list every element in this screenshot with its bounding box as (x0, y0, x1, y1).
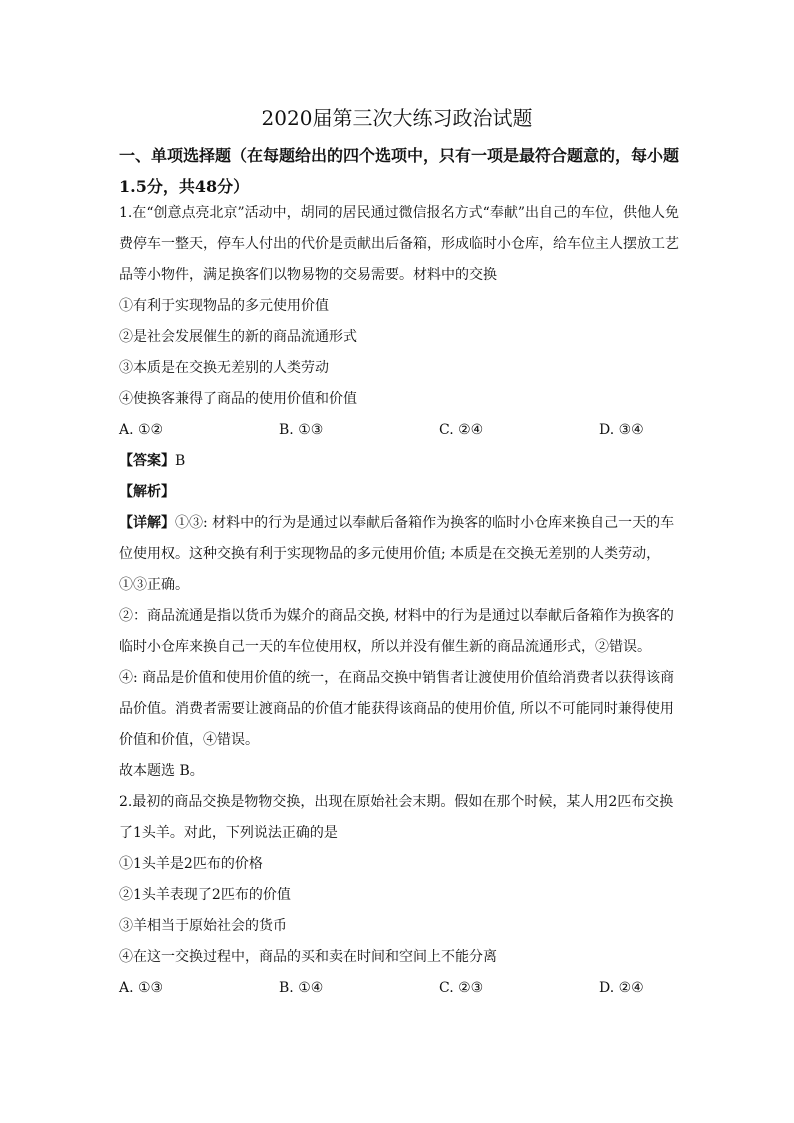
section-heading: 一、单项选择题（在每题给出的四个选项中，只有一项是最符合题意的，每小题1.5分，共48分） (119, 146, 680, 196)
q2-item-4: ④在这一交换过程中，商品的买和卖在时间和空间上不能分离 (119, 949, 497, 965)
q1-item-1: ①有利于实现物品的多元使用价值 (119, 298, 329, 314)
q1-detail (119, 508, 679, 601)
q2-item-3: ③羊相当于原始社会的货币 (119, 918, 287, 934)
page-title: 2020届第三次大练习政治试题 (261, 106, 533, 130)
q2-item-1: ①1头羊是2匹布的价格 (119, 856, 263, 872)
q1-conclusion: 故本题选 B。 (119, 763, 204, 779)
q1-analysis-label: 【解析】 (119, 484, 175, 500)
q1-option-c: C. ②④ (439, 422, 484, 438)
q1-option-a: A. ①② (119, 422, 164, 438)
q2-option-a: A. ①③ (119, 980, 164, 996)
q1-option-d: D. ③④ (599, 422, 644, 438)
q1-stem: 1.在“创意点亮北京”活动中，胡同的居民通过微信报名方式“奉献”出自己的车位，供他人免费停车一整天，停车人付出的代价是贡献出后备箱，形成临时小仓库，给车位主人摆放工艺品等小物件，满足换客们以物易物的交易需要。材料中的交换 (119, 205, 679, 283)
q2-option-b: B. ①④ (279, 980, 324, 996)
q1-item-3: ③本质是在交换无差别的人类劳动 (119, 360, 329, 376)
q2-option-c: C. ②③ (439, 980, 484, 996)
q1-options (119, 415, 679, 446)
question-content (119, 198, 679, 1004)
answer-value: B (175, 453, 186, 469)
q2-options (119, 973, 679, 1004)
q1-item-2: ②是社会发展催生的新的商品流通形式 (119, 329, 357, 345)
q1-answer (119, 446, 679, 477)
q1-option-b: B. ①③ (279, 422, 324, 438)
q1-point-2: ②：商品流通是指以货币为媒介的商品交换, 材料中的行为是通过以奉献后备箱作为换客的临时小仓库来换自己一天的车位使用权，所以并没有催生新的商品流通形式，②错误。 (119, 608, 674, 655)
q2-stem: 2.最初的商品交换是物物交换，出现在原始社会末期。假如在那个时候，某人用2匹布交换了1头羊。对此，下列说法正确的是 (119, 794, 674, 841)
answer-label: 【答案】 (119, 453, 175, 469)
q2-item-2: ②1头羊表现了2匹布的价值 (119, 887, 291, 903)
q1-item-4: ④使换客兼得了商品的使用价值和价值 (119, 391, 357, 407)
q2-option-d: D. ②④ (599, 980, 644, 996)
detail-label: 【详解】 (119, 515, 175, 531)
detail-text: ①③: 材料中的行为是通过以奉献后备箱作为换客的临时小仓库来换自己一天的车位使用权。这种交换有利于实现物品的多元使用价值; 本质是在交换无差别的人类劳动，①③正确。 (119, 515, 675, 593)
q1-point-4: ④: 商品是价值和使用价值的统一，在商品交换中销售者让渡使用价值给消费者以获得该商品价值。消费者需要让渡商品的价值才能获得该商品的使用价值, 所以不可能同时兼得使用价值和价值，④错误。 (119, 670, 675, 748)
